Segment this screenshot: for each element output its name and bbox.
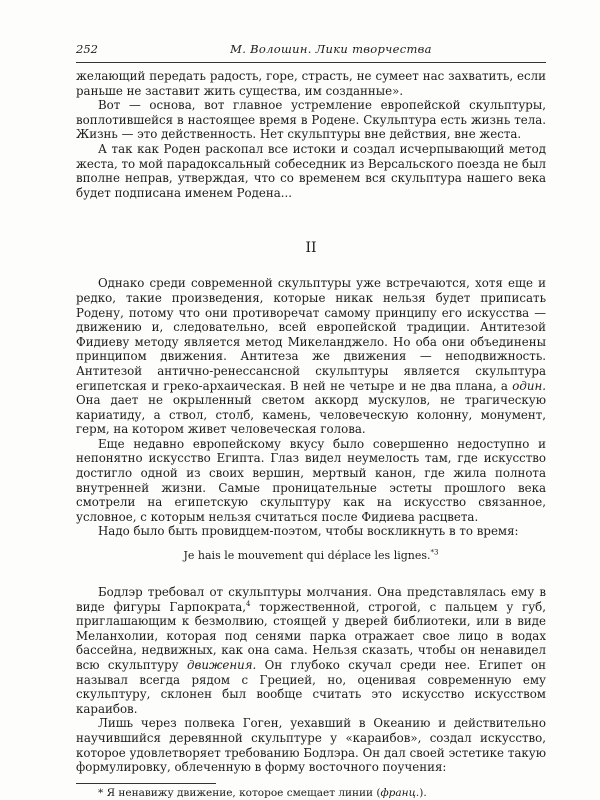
page-number: 252	[76, 42, 98, 56]
emphasis: один.	[512, 378, 546, 393]
book-page	[76, 42, 546, 800]
french-quote: Je hais le mouvement qui déplace les lignes.$^{*3}$	[183, 548, 439, 563]
footnote-ref: 4	[246, 599, 251, 608]
header-rule	[76, 62, 546, 63]
paragraph: Однако среди современной скульптуры уже встречаются, хотя еще и редко, такие произведения, которые никак нельзя будет приписать Родену, потому что они противоречат самому принципу его искусства — движению и, следовательно, всей европейской традиции. Антитезой Фидиеву методу является метод Микеланджело. Но оба они объединены принципом движения. Антитеза же движения — неподвижность. Антитезой антично-ренессансной скульптуры является скульптура египетская и греко-архаическая. В ней не четыре и не два плана, а один. Она дает не окрыленный светом аккорд мускулов, не трагическую кариатиду, а ствол, столб, камень, человеческую колонну, монумент, герм, на котором живет человеческая голова.	[76, 276, 546, 437]
paragraph: Вот — основа, вот главное устремление европейской скульптуры, воплотившейся в настоящее время в Родене. Скульптура есть жизнь тела. Жизнь — это действенность. Нет скульптуры вне действия, вне жеста.	[76, 98, 546, 142]
running-header	[76, 42, 546, 60]
emphasis: движения.	[187, 658, 257, 672]
paragraph: Надо было быть провидцем-поэтом, чтобы воскликнуть в то время:	[98, 524, 519, 539]
paragraph: А так как Роден раскопал все истоки и создал исчерпывающий метод жеста, то мой парадоксальный собеседник из Версальского поезда не был вполне неправ, утверждая, что со временем вся скульптура нашего века будет подписана именем Родена...	[76, 141, 546, 200]
paragraph-continued: желающий передать радость, горе, страсть, не сумеет нас захватить, если раньше не заставит жить существа, им созданные».	[76, 69, 546, 98]
section-number: II	[305, 240, 317, 257]
footnote-rule	[76, 783, 216, 784]
footnote: * Я ненавижу движение, которое смещает линии (франц.).	[98, 786, 427, 799]
paragraph: Лишь через полвека Гоген, уехавший в Океанию и действительно научившийся деревянной скульптуре у «караибов», создал искусство, которое удовлетворяет требованию Бодлэра. Он дал своей эстетике такую формулировку, облеченную в форму восточного поучения:	[76, 716, 546, 775]
paragraph: Еще недавно европейскому вкусу было совершенно недоступно и непонятно искусство Египта. Глаз видел неумелость там, где искусство достигло одной из своих вершин, мертвый канон, где жила полнота внутренней жизни. Самые проницательные эстеты прошлого века смотрели на египетскую скульптуру как на искусство связанное, условное, с которым нельзя считаться после Фидиева расцвета.	[76, 436, 546, 524]
paragraph: Бодлэр требовал от скульптуры молчания. Она представлялась ему в виде фигуры Гарпократа,$^4$ торжественной, строгой, с пальцем у губ, приглашающим к безмолвию, стоящей у дверей библиотеки, или в виде Меланхолии, которая под сенями парка отражает свое лицо в водах бассейна, недвижных, как она сама. Нельзя сказать, чтобы он ненавидел всю скульптуру движения. Он глубоко скучал среди нее. Египет он называл всегда рядом с Грецией, но, оценивая современную ему скульптуру, склонен был вообще считать это искусство искусством караибов.	[76, 585, 546, 716]
footnote-mark: *3	[430, 548, 439, 557]
running-title: М. Волошин. Лики творчества	[230, 42, 432, 56]
